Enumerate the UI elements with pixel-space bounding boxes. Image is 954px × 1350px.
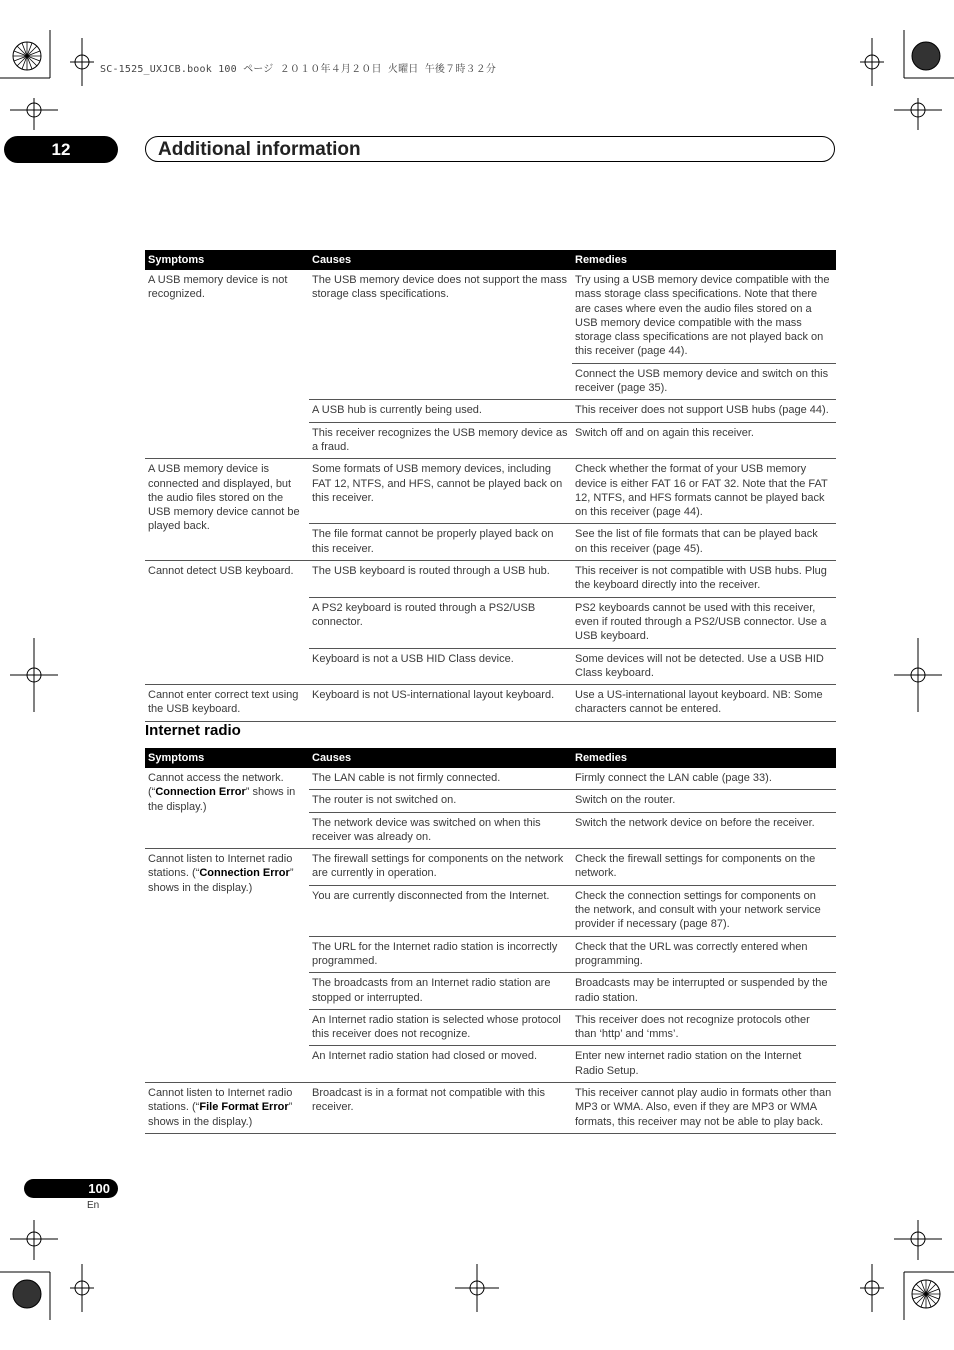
error-message: Connection Error	[199, 867, 290, 880]
usb-troubleshooting-table	[145, 250, 836, 722]
table-header-row	[145, 748, 836, 768]
internet-radio-table	[145, 748, 836, 1134]
remedy-cell: This receiver cannot play audio in formats other than MP3 or WMA. Also, even if they are MP3 or WMA formats, this receiver may not be able to play back.	[572, 1083, 836, 1134]
cause-cell: The firewall settings for components on the network are currently in operation.	[309, 849, 572, 886]
chapter-number: 12	[4, 136, 118, 163]
symptom-cell: Cannot enter correct text using the USB keyboard.	[145, 685, 309, 722]
cause-cell: The USB keyboard is routed through a USB hub.	[309, 561, 572, 598]
header-symptoms: Symptoms	[145, 748, 309, 768]
remedy-cell: Switch on the router.	[572, 790, 836, 812]
header-causes: Causes	[309, 748, 572, 768]
symptom-cell	[145, 849, 309, 1083]
header-remedies: Remedies	[572, 748, 836, 768]
table-header-row	[145, 250, 836, 270]
cause-cell: A PS2 keyboard is routed through a PS2/USB connector.	[309, 597, 572, 648]
remedy-cell: Check the connection settings for components on the network, and consult with your network service provider if necessary (page 87).	[572, 885, 836, 936]
symptom-cell: A USB memory device is not recognized.	[145, 270, 309, 459]
remedy-cell: Check that the URL was correctly entered when programming.	[572, 936, 836, 973]
symptom-text: Cannot access the network.	[148, 772, 284, 784]
cause-cell: The file format cannot be properly played back on this receiver.	[309, 524, 572, 561]
remedy-cell: See the list of file formats that can be played back on this receiver (page 45).	[572, 524, 836, 561]
cause-cell: An Internet radio station had closed or moved.	[309, 1046, 572, 1083]
table-row	[145, 1083, 836, 1134]
cause-cell: The broadcasts from an Internet radio station are stopped or interrupted.	[309, 973, 572, 1010]
page-number: 100	[24, 1179, 118, 1198]
remedy-cell: This receiver does not support USB hubs (page 44).	[572, 400, 836, 422]
remedy-cell: This receiver does not recognize protocols other than ‘http’ and ‘mms’.	[572, 1009, 836, 1046]
language-code: En	[87, 1200, 100, 1211]
remedy-cell: Check whether the format of your USB memory device is either FAT 16 or FAT 32. Note that the FAT 12, NTFS, and HFS formats cannot be played back on this receiver (page 44).	[572, 459, 836, 524]
cause-cell: Keyboard is not a USB HID Class device.	[309, 648, 572, 685]
remedy-cell: Switch the network device on before the receiver.	[572, 812, 836, 849]
section-title-internet-radio: Internet radio	[145, 722, 241, 739]
remedy-cell: Broadcasts may be interrupted or suspended by the radio station.	[572, 973, 836, 1010]
remedy-cell: Some devices will not be detected. Use a USB HID Class keyboard.	[572, 648, 836, 685]
cause-cell: The URL for the Internet radio station is incorrectly programmed.	[309, 936, 572, 973]
remedy-cell: Use a US-international layout keyboard. NB: Some characters cannot be entered.	[572, 685, 836, 722]
remedy-cell: Switch off and on again this receiver.	[572, 422, 836, 459]
remedy-cell: Try using a USB memory device compatible with the mass storage class specifications. Note that there are cases where even the audio files stored on a USB memory device compatible with the mass storage class specifications are not played back on this receiver (page 44).	[572, 270, 836, 363]
cause-cell: Some formats of USB memory devices, including FAT 12, NTFS, and HFS, cannot be played back on this receiver.	[309, 459, 572, 524]
symptom-text: Cannot listen to Internet radio stations.	[148, 853, 293, 880]
symptom-text: Cannot listen to Internet radio stations. (“	[148, 1087, 293, 1114]
cause-cell: This receiver recognizes the USB memory device as a fraud.	[309, 422, 572, 459]
symptom-cell	[145, 1083, 309, 1134]
cause-cell: The LAN cable is not firmly connected.	[309, 768, 572, 790]
remedy-cell: Enter new internet radio station on the Internet Radio Setup.	[572, 1046, 836, 1083]
table-row	[145, 270, 836, 363]
chapter-title: Additional information	[145, 136, 835, 162]
remedy-cell: PS2 keyboards cannot be used with this receiver, even if routed through a PS2/USB connector. Use a USB keyboard.	[572, 597, 836, 648]
table-row	[145, 561, 836, 598]
cause-cell: Broadcast is in a format not compatible with this receiver.	[309, 1083, 572, 1134]
remedy-cell: Check the firewall settings for components on the network.	[572, 849, 836, 886]
cause-cell: Keyboard is not US-international layout keyboard.	[309, 685, 572, 722]
table-row	[145, 849, 836, 886]
header-causes: Causes	[309, 250, 572, 270]
table-row	[145, 768, 836, 790]
symptom-pre: (“	[188, 867, 200, 880]
cause-cell: The USB memory device does not support the mass storage class specifications.	[309, 270, 572, 400]
table-row	[145, 685, 836, 722]
error-message: Connection Error	[155, 786, 246, 799]
cause-cell: The router is not switched on.	[309, 790, 572, 812]
symptom-cell	[145, 768, 309, 849]
remedy-cell: Firmly connect the LAN cable (page 33).	[572, 768, 836, 790]
cause-cell: An Internet radio station is selected whose protocol this receiver does not recognize.	[309, 1009, 572, 1046]
header-symptoms: Symptoms	[145, 250, 309, 270]
cause-cell: A USB hub is currently being used.	[309, 400, 572, 422]
header-remedies: Remedies	[572, 250, 836, 270]
table-row	[145, 459, 836, 524]
symptom-post: ” shows in the display.)	[148, 1101, 293, 1128]
symptom-pre: (“	[148, 786, 156, 799]
symptom-cell: Cannot detect USB keyboard.	[145, 561, 309, 685]
error-message: File Format Error	[199, 1101, 289, 1114]
symptom-post: ” shows in the display.)	[148, 786, 296, 813]
remedy-cell: Connect the USB memory device and switch on this receiver (page 35).	[572, 363, 836, 400]
remedy-cell: This receiver is not compatible with USB hubs. Plug the keyboard directly into the receiver.	[572, 561, 836, 598]
cause-cell: The network device was switched on when this receiver was already on.	[309, 812, 572, 849]
cause-cell: You are currently disconnected from the Internet.	[309, 885, 572, 936]
print-header: SC-1525_UXJCB.book 100 ページ ２０１０年４月２０日 火曜日 午後７時３２分	[100, 64, 497, 75]
symptom-cell: A USB memory device is connected and displayed, but the audio files stored on the USB memory device cannot be played back.	[145, 459, 309, 561]
symptom-post: ” shows in the display.)	[148, 867, 294, 894]
